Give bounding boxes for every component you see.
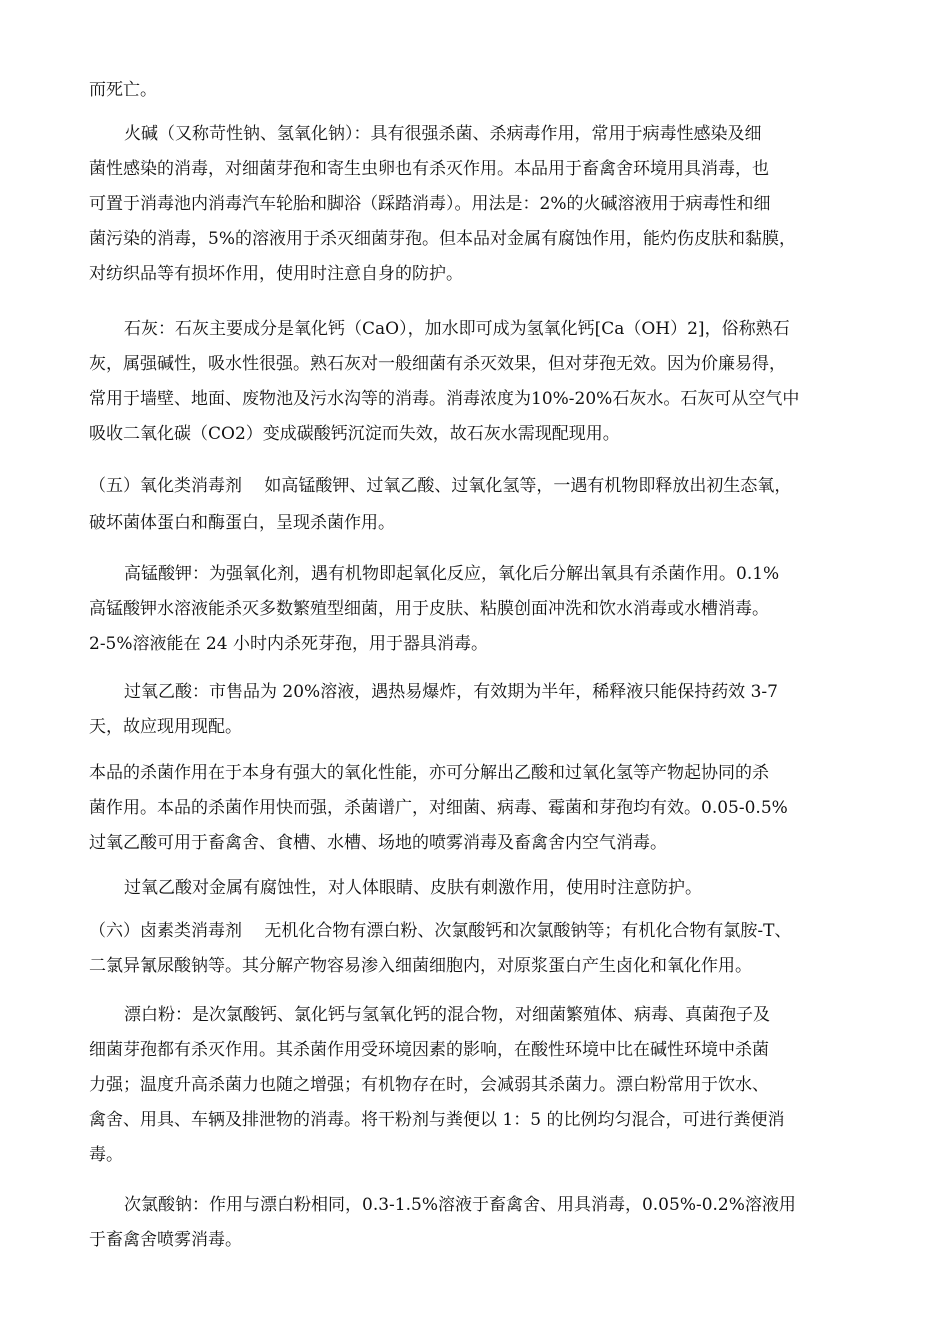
text-line: 本品的杀菌作用在于本身有强大的氧化性能，亦可分解出乙酸和过氧化氢等产物起协同的杀 [89, 763, 769, 783]
text-line: 力强；温度升高杀菌力也随之增强；有机物存在时，会减弱其杀菌力。漂白粉常用于饮水、 [89, 1075, 769, 1095]
text-line: 次氯酸钠：作用与漂白粉相同，0.3-1.5%溶液于畜禽舍、用具消毒，0.05%-0.2%溶液用 [124, 1195, 796, 1215]
text-line: 二氯异氰尿酸钠等。其分解产物容易渗入细菌细胞内，对原浆蛋白产生卤化和氧化作用。 [89, 956, 752, 976]
text-line: 菌污染的消毒，5%的溶液用于杀灭细菌芽孢。但本品对金属有腐蚀作用，能灼伤皮肤和黏膜， [89, 229, 796, 249]
text-line: 常用于墙壁、地面、废物池及污水沟等的消毒。消毒浓度为10%-20%石灰水。石灰可从空气中 [89, 389, 800, 409]
section-heading-line: （五）氧化类消毒剂 如高锰酸钾、过氧乙酸、过氧化氢等，一遇有机物即释放出初生态氧， [89, 476, 792, 496]
text-line: 菌性感染的消毒，对细菌芽孢和寄生虫卵也有杀灭作用。本品用于畜禽舍环境用具消毒，也 [89, 159, 769, 179]
text-line: 过氧乙酸可用于畜禽舍、食槽、水槽、场地的喷雾消毒及畜禽舍内空气消毒。 [89, 833, 667, 853]
text-line: 天，故应现用现配。 [89, 717, 242, 737]
text-line: 细菌芽孢都有杀灭作用。其杀菌作用受环境因素的影响，在酸性环境中比在碱性环境中杀菌 [89, 1040, 769, 1060]
text-line: 过氧乙酸：市售品为 20%溶液，遇热易爆炸，有效期为半年，稀释液只能保持药效 3-7 [124, 682, 778, 702]
text-line: 可置于消毒池内消毒汽车轮胎和脚浴（踩踏消毒）。用法是：2%的火碱溶液用于病毒性和细 [89, 194, 771, 214]
text-line: 毒。 [89, 1145, 123, 1165]
text-line: 火碱（又称苛性钠、氢氧化钠）：具有很强杀菌、杀病毒作用，常用于病毒性感染及细 [124, 124, 762, 144]
text-line: 禽舍、用具、车辆及排泄物的消毒。将干粉剂与粪便以 1：5 的比例均匀混合，可进行粪便消 [89, 1110, 785, 1130]
text-line: 漂白粉：是次氯酸钙、氯化钙与氢氧化钙的混合物，对细菌繁殖体、病毒、真菌孢子及 [124, 1005, 770, 1025]
text-line: 而死亡。 [89, 80, 157, 100]
text-line: 高锰酸钾水溶液能杀灭多数繁殖型细菌，用于皮肤、粘膜创面冲洗和饮水消毒或水槽消毒。 [89, 599, 769, 619]
text-line: 菌作用。本品的杀菌作用快而强，杀菌谱广，对细菌、病毒、霉菌和芽孢均有效。0.05-0.5% [89, 798, 788, 818]
text-line: 灰，属强碱性，吸水性很强。熟石灰对一般细菌有杀灭效果，但对芽孢无效。因为价廉易得， [89, 354, 786, 374]
text-line: 破坏菌体蛋白和酶蛋白，呈现杀菌作用。 [89, 513, 395, 533]
text-line: 2-5%溶液能在 24 小时内杀死芽孢，用于器具消毒。 [89, 634, 488, 654]
text-line: 高锰酸钾：为强氧化剂，遇有机物即起氧化反应，氧化后分解出氧具有杀菌作用。0.1% [124, 564, 780, 584]
text-line: 于畜禽舍喷雾消毒。 [89, 1230, 242, 1250]
section-heading-line: （六）卤素类消毒剂 无机化合物有漂白粉、次氯酸钙和次氯酸钠等；有机化合物有氯胺-T、 [89, 921, 792, 941]
text-line: 过氧乙酸对金属有腐蚀性，对人体眼睛、皮肤有刺激作用，使用时注意防护。 [124, 878, 702, 898]
text-line: 对纺织品等有损坏作用，使用时注意自身的防护。 [89, 264, 463, 284]
text-line: 吸收二氧化碳（CO2）变成碳酸钙沉淀而失效，故石灰水需现配现用。 [89, 424, 620, 444]
text-line: 石灰：石灰主要成分是氧化钙（CaO），加水即可成为氢氧化钙[Ca（OH）2]，俗称熟石 [124, 319, 790, 339]
